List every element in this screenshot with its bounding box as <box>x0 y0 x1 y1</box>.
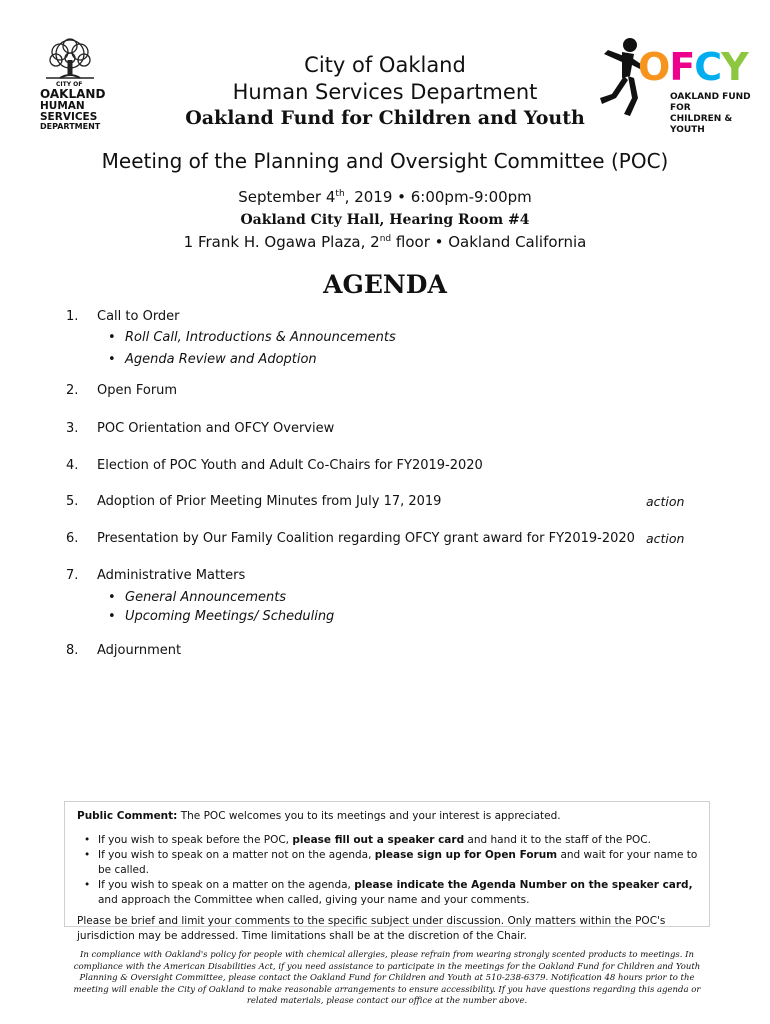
ofcy-letter-c: C <box>694 45 722 89</box>
agenda-item-1-text: Call to Order <box>97 309 180 324</box>
meeting-date <box>0 188 770 206</box>
ofcy-sub-line2: CHILDREN & YOUTH <box>670 114 733 135</box>
agenda-item-7-number: 7. <box>66 568 79 583</box>
agenda-item-7-bullet-2: • Upcoming Meetings/ Scheduling <box>125 609 334 624</box>
public-comment-list <box>77 833 699 908</box>
bullet-2-bold: please sign up for Open Forum <box>374 849 558 861</box>
bullet-1-post: and hand it to the staff of the POC. <box>464 834 651 846</box>
agenda-heading: AGENDA <box>323 270 447 299</box>
meeting-date-sup: th <box>335 189 345 199</box>
header-fund-name: Oakland Fund for Children and Youth <box>185 107 585 129</box>
bullet-3-pre: If you wish to speak on a matter on the agenda, <box>98 879 355 891</box>
public-comment-content <box>77 809 699 944</box>
header-department: Human Services Department <box>232 80 538 104</box>
meeting-date-time: , 2019 • 6:00pm-9:00pm <box>344 188 532 206</box>
meeting-date-main: September 4 <box>238 188 336 206</box>
public-comment-closing: Please be brief and limit your comments to the specific subject under discussion. Only matters within the POC's jurisdiction may be addressed. Time limitations shall be at the discretion of the Chair. <box>77 915 666 942</box>
agenda-item-7-bullet-1: • General Announcements <box>125 590 286 605</box>
meeting-title: Meeting of the Planning and Oversight Committee (POC) <box>101 149 669 173</box>
header-city: City of Oakland <box>304 53 466 77</box>
agenda-item-6-number: 6. <box>66 531 79 546</box>
city-logo-line5: DEPARTMENT <box>40 122 101 131</box>
bullet-1-pre: If you wish to speak before the POC, <box>98 834 293 846</box>
agenda-item-4-number: 4. <box>66 458 79 473</box>
agenda-item-3-text: POC Orientation and OFCY Overview <box>97 421 335 436</box>
meeting-address-main: 1 Frank H. Ogawa Plaza, 2 <box>183 233 380 251</box>
meeting-address-sup: nd <box>379 234 392 244</box>
public-comment-bullet-1 <box>77 833 699 848</box>
agenda-item-6-text: Presentation by Our Family Coalition regarding OFCY grant award for FY2019-2020 <box>97 531 635 546</box>
agenda-item-1-bullet-2: • Agenda Review and Adoption <box>125 352 317 367</box>
bullet-2-pre: If you wish to speak on a matter not on the agenda, <box>98 849 375 861</box>
agenda-item-2-number: 2. <box>66 383 79 398</box>
agenda-item-5-text: Adoption of Prior Meeting Minutes from July 17, 2019 <box>97 494 442 509</box>
agenda-item-4-text: Election of POC Youth and Adult Co-Chairs for FY2019-2020 <box>97 458 483 473</box>
agenda-item-8-number: 8. <box>66 643 79 658</box>
agenda-item-2-text: Open Forum <box>97 383 178 398</box>
public-comment-bullet-2 <box>77 848 699 878</box>
agenda-item-8-text: Adjournment <box>97 643 182 658</box>
agenda-item-1-number: 1. <box>66 309 79 324</box>
ofcy-letter-o: O <box>638 45 670 89</box>
ofcy-letter-f: F <box>669 45 695 89</box>
agenda-item-5-number: 5. <box>66 494 79 509</box>
accessibility-footer: In compliance with Oakland's policy for people with chemical allergies, please refrain from wearing strongly scented products to meetings. In compliance with the American Disabilities Act, if you need assistance to participate in the meetings for the Oakland Fund for Children and Youth Planning & Oversight Committee, please contact the Oakland Fund for Children and Youth at 510-238-6379. Notification 48 hours prior to the meeting will enable the City of Oakland to make reasonable arrangements to ensure accessibility. If you have questions regarding this agenda or related materials, please contact our office at the number above. <box>73 950 701 1006</box>
city-logo-line4: SERVICES <box>40 111 98 123</box>
ofcy-sub-line1: OAKLAND FUND FOR <box>670 92 751 113</box>
public-comment-bullet-3 <box>77 878 699 908</box>
agenda-item-5-action: action <box>646 494 685 509</box>
city-logo-line2: OAKLAND <box>40 87 106 101</box>
meeting-venue: Oakland City Hall, Hearing Room #4 <box>240 212 530 228</box>
meeting-address-tail: floor • Oakland California <box>391 233 587 251</box>
agenda-item-6-action: action <box>646 531 685 546</box>
meeting-address <box>0 233 770 251</box>
city-logo-line3: HUMAN <box>40 100 85 112</box>
bullet-2-post: and wait for your name to be called. <box>98 849 698 876</box>
bullet-1-bold: please fill out a speaker card <box>292 834 465 846</box>
agenda-item-7-text: Administrative Matters <box>97 568 246 583</box>
bullet-3-post: and approach the Committee when called, giving your name and your comments. <box>98 894 530 906</box>
public-comment-box <box>64 801 710 942</box>
city-logo-line1: CITY OF <box>56 81 83 88</box>
public-comment-intro <box>77 809 699 824</box>
ofcy-letter-y: Y <box>721 45 748 89</box>
public-comment-intro-text: The POC welcomes you to its meetings and your interest is appreciated. <box>177 810 561 822</box>
agenda-item-1-bullet-1: • Roll Call, Introductions & Announcements <box>125 330 396 345</box>
bullet-3-bold: please indicate the Agenda Number on the speaker card, <box>354 879 693 891</box>
agenda-item-3-number: 3. <box>66 421 79 436</box>
public-comment-label: Public Comment: <box>77 810 178 822</box>
